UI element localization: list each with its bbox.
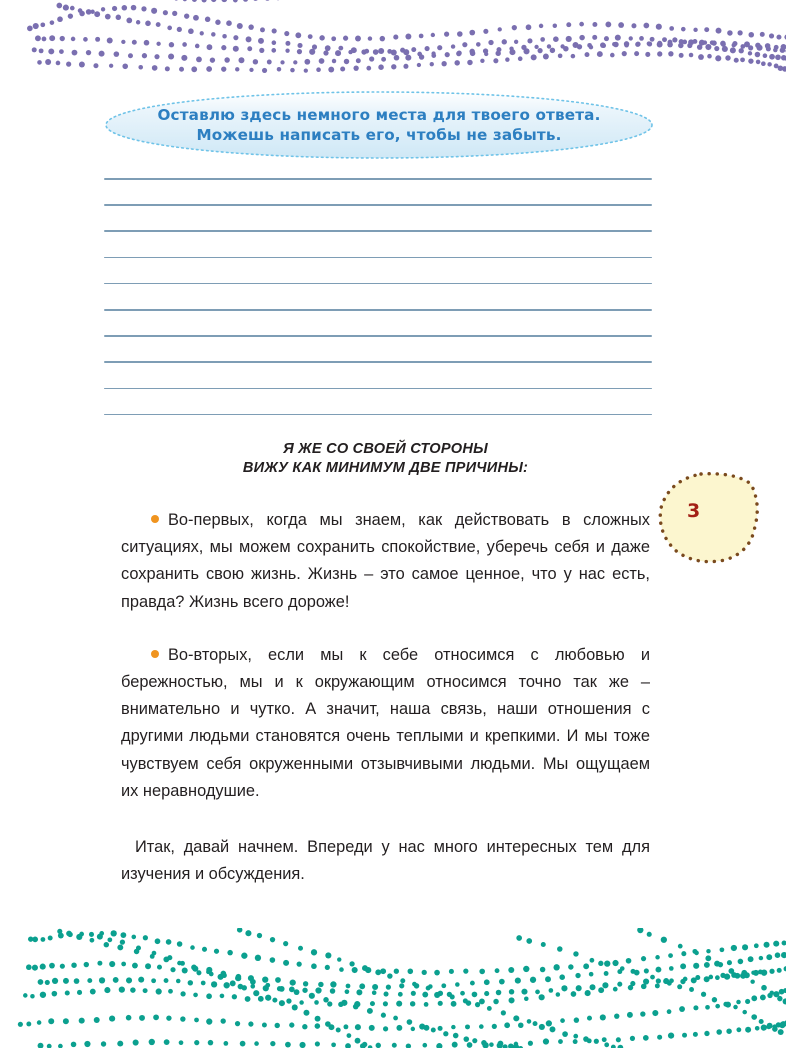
section-heading-line-2: ВИЖУ КАК МИНИМУМ ДВЕ ПРИЧИНЫ:: [242, 460, 529, 476]
reason-paragraph-first: [121, 507, 650, 616]
answer-writing-lines[interactable]: [104, 178, 652, 440]
page-content: [121, 440, 650, 905]
bullet-point-icon: [151, 515, 159, 523]
writing-line[interactable]: [104, 230, 652, 232]
writing-line[interactable]: [104, 361, 652, 363]
closing-paragraph-text: Итак, давай начнем. Впереди у нас много интересных тем для изучения и обсуждения.: [121, 838, 650, 884]
closing-paragraph: [121, 834, 650, 888]
writing-line[interactable]: [104, 335, 652, 337]
reason-paragraph-second: [121, 642, 650, 805]
bottom-dotted-wave-decoration: [0, 928, 786, 1048]
reason-paragraph-first-text: Во-первых, когда мы знаем, как действовать в сложных ситуациях, мы можем сохранить спокойствие, уберечь себя и даже сохранить свою жизнь. Жизнь – это самое ценное, что у нас есть, правда? Жизнь всего дороже!: [121, 511, 650, 611]
section-heading: [121, 440, 650, 478]
page-number-text: 3: [687, 500, 701, 522]
writing-line[interactable]: [104, 283, 652, 285]
reason-paragraph-second-text: Во-вторых, если мы к себе относимся с любовью и бережностью, мы и к окружающим относимся точно так же – внимательно и чутко. А значит, наша связь, наши отношения с другими людьми становятся очень теплыми и крепкими. И мы тоже чувствуем себя окруженными отзывчивыми людьми. Мы ощущаем их неравнодушие.: [121, 645, 650, 800]
banner-line-1: Оставлю здесь немного места для твоего ответа.: [157, 105, 601, 124]
answer-prompt-banner: [103, 90, 655, 160]
writing-line[interactable]: [104, 309, 652, 311]
writing-line[interactable]: [104, 257, 652, 259]
writing-line[interactable]: [104, 414, 652, 416]
writing-line[interactable]: [104, 178, 652, 180]
top-dotted-wave-decoration: [0, 0, 786, 86]
page-number-blob-shape: [655, 470, 759, 568]
writing-line[interactable]: [104, 204, 652, 206]
writing-line[interactable]: [104, 388, 652, 390]
page-number-badge: [655, 470, 759, 568]
section-heading-line-1: Я ЖЕ СО СВОЕЙ СТОРОНЫ: [283, 441, 488, 457]
bullet-point-icon: [151, 650, 159, 658]
banner-line-2: Можешь написать его, чтобы не забыть.: [196, 125, 562, 144]
